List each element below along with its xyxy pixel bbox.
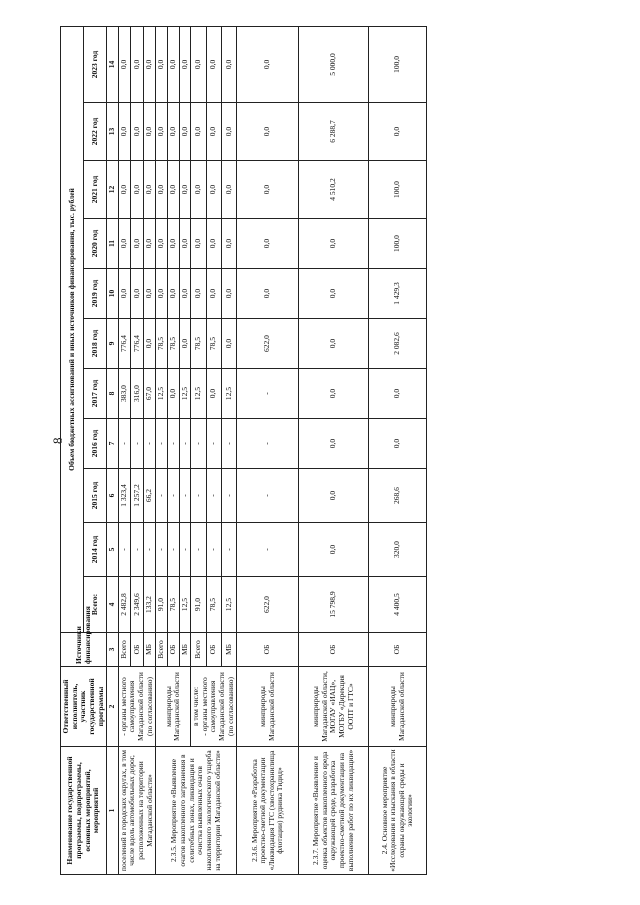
- row-name: 2.4. Основное мероприятие «Исследования и изыскания в области охраны окружающей среды и экологии»: [369, 747, 427, 875]
- value-cell: 0,0: [118, 26, 131, 102]
- value-cell: 0,0: [237, 26, 299, 102]
- value-cell: 91,0: [191, 577, 206, 633]
- value-cell: 0,0: [167, 269, 179, 319]
- value-cell: 0,0: [167, 369, 179, 419]
- value-cell: 0,0: [206, 161, 221, 219]
- row-source: ОБ: [167, 633, 179, 667]
- row-executor: минприроды Магаданской области: [156, 667, 191, 747]
- value-cell: 0,0: [221, 161, 236, 219]
- value-cell: 0,0: [206, 219, 221, 269]
- value-cell: 0,0: [191, 269, 206, 319]
- value-cell: 268,6: [369, 469, 427, 523]
- row-source: ОБ: [206, 633, 221, 667]
- value-cell: -: [237, 469, 299, 523]
- value-cell: -: [237, 523, 299, 577]
- header-funds: Объем бюджетных ассигнований и иных источников финансирования, тыс. рублей: [61, 26, 84, 632]
- value-cell: 1 257,2: [131, 469, 144, 523]
- row-source: Всего: [118, 633, 131, 667]
- value-cell: 0,0: [131, 103, 144, 161]
- value-cell: 0,0: [156, 161, 168, 219]
- value-cell: 15 798,9: [299, 577, 369, 633]
- row-executor: [191, 667, 237, 747]
- value-cell: 0,0: [299, 319, 369, 369]
- value-cell: -: [156, 523, 168, 577]
- value-cell: -: [179, 523, 191, 577]
- value-cell: 100,0: [369, 219, 427, 269]
- value-cell: -: [118, 523, 131, 577]
- value-cell: -: [237, 369, 299, 419]
- value-cell: 0,0: [143, 103, 156, 161]
- value-cell: 67,0: [143, 369, 156, 419]
- value-cell: 0,0: [143, 269, 156, 319]
- value-cell: 0,0: [191, 161, 206, 219]
- header-year: 2019 год: [84, 269, 107, 319]
- row-source: ОБ: [369, 633, 427, 667]
- value-cell: 0,0: [118, 219, 131, 269]
- column-index: 3: [107, 633, 119, 667]
- value-cell: 0,0: [167, 161, 179, 219]
- value-cell: -: [191, 523, 206, 577]
- value-cell: -: [131, 419, 144, 469]
- value-cell: -: [206, 523, 221, 577]
- value-cell: 0,0: [237, 103, 299, 161]
- value-cell: 0,0: [118, 161, 131, 219]
- value-cell: 0,0: [156, 219, 168, 269]
- value-cell: 0,0: [221, 26, 236, 102]
- value-cell: 100,0: [369, 161, 427, 219]
- value-cell: 776,4: [118, 319, 131, 369]
- column-index: 7: [107, 419, 119, 469]
- table-row: [156, 26, 168, 874]
- executor-subheading: в том числе:: [191, 686, 201, 727]
- value-cell: -: [156, 469, 168, 523]
- row-source: ОБ: [131, 633, 144, 667]
- value-cell: 0,0: [143, 319, 156, 369]
- value-cell: 0,0: [221, 219, 236, 269]
- value-cell: 91,0: [156, 577, 168, 633]
- value-cell: 0,0: [179, 161, 191, 219]
- value-cell: 0,0: [143, 219, 156, 269]
- value-cell: 0,0: [206, 26, 221, 102]
- row-executor: минприроды Магаданской области, МОГАУ «ИАЦ», МОГБУ «Дирекция ООПТ и ГТС»: [299, 667, 369, 747]
- value-cell: 0,0: [221, 103, 236, 161]
- value-cell: 0,0: [156, 103, 168, 161]
- value-cell: 0,0: [206, 269, 221, 319]
- value-cell: 0,0: [299, 523, 369, 577]
- value-cell: -: [179, 469, 191, 523]
- row-source: ОБ: [299, 633, 369, 667]
- page-number: 8: [50, 437, 65, 444]
- table-row: [299, 26, 369, 874]
- value-cell: -: [221, 419, 236, 469]
- header-name: Наименование государственной программы, подпрограммы, основных мероприятий, мероприятий: [61, 747, 107, 875]
- column-index: 9: [107, 319, 119, 369]
- value-cell: 0,0: [221, 269, 236, 319]
- value-cell: 0,0: [131, 26, 144, 102]
- value-cell: -: [118, 419, 131, 469]
- value-cell: 0,0: [167, 26, 179, 102]
- header-year: 2022 год: [84, 103, 107, 161]
- value-cell: 0,0: [143, 26, 156, 102]
- value-cell: -: [143, 523, 156, 577]
- column-index: 13: [107, 103, 119, 161]
- value-cell: -: [167, 523, 179, 577]
- value-cell: 0,0: [131, 161, 144, 219]
- value-cell: 0,0: [206, 103, 221, 161]
- column-index: 4: [107, 577, 119, 633]
- value-cell: 0,0: [299, 369, 369, 419]
- value-cell: 12,5: [156, 369, 168, 419]
- value-cell: 0,0: [237, 219, 299, 269]
- table-row: [118, 26, 131, 874]
- column-index: 10: [107, 269, 119, 319]
- header-year: 2020 год: [84, 219, 107, 269]
- value-cell: 0,0: [118, 103, 131, 161]
- value-cell: 0,0: [179, 319, 191, 369]
- value-cell: 2 082,6: [369, 319, 427, 369]
- header-executor: Ответственный исполнитель, участник государственной программы: [61, 667, 107, 747]
- header-year: 2015 год: [84, 469, 107, 523]
- header-source: Источники финансирования: [61, 633, 107, 667]
- value-cell: -: [156, 419, 168, 469]
- value-cell: 0,0: [237, 269, 299, 319]
- value-cell: 0,0: [299, 219, 369, 269]
- value-cell: 0,0: [191, 103, 206, 161]
- value-cell: 0,0: [143, 161, 156, 219]
- column-index: 2: [107, 667, 119, 747]
- value-cell: 4 400,5: [369, 577, 427, 633]
- value-cell: 78,5: [167, 319, 179, 369]
- value-cell: 100,0: [369, 26, 427, 102]
- column-index: 5: [107, 523, 119, 577]
- value-cell: -: [167, 419, 179, 469]
- row-source: Всего: [156, 633, 168, 667]
- value-cell: 622,0: [237, 319, 299, 369]
- column-index: 1: [107, 747, 119, 875]
- value-cell: 0,0: [118, 269, 131, 319]
- column-index-row: [107, 26, 119, 874]
- value-cell: 0,0: [131, 269, 144, 319]
- value-cell: 0,0: [191, 26, 206, 102]
- value-cell: -: [206, 469, 221, 523]
- header-year: 2017 год: [84, 369, 107, 419]
- value-cell: -: [131, 523, 144, 577]
- value-cell: 320,0: [369, 523, 427, 577]
- value-cell: 0,0: [221, 319, 236, 369]
- value-cell: 0,0: [179, 26, 191, 102]
- value-cell: 0,0: [237, 161, 299, 219]
- budget-table: [60, 26, 427, 875]
- value-cell: 0,0: [191, 219, 206, 269]
- row-name: 2.3.6. Мероприятие «Разработка проектно-сметной документации «Ликвидация ГТС (хвостохранилища флотации) рудника Тидид»: [237, 747, 299, 875]
- row-name: 2.3.5. Мероприятие «Выявление очагов накопленного загрязнения в селитебных зонах, ликвидация и очистка выявленных очагов накопленного экологического ущерба на территории Магаданской области»: [156, 747, 237, 875]
- value-cell: 622,0: [237, 577, 299, 633]
- value-cell: 0,0: [299, 469, 369, 523]
- header-year: 2016 год: [84, 419, 107, 469]
- value-cell: -: [237, 419, 299, 469]
- column-index: 12: [107, 161, 119, 219]
- row-executor: минприроды Магаданской области: [237, 667, 299, 747]
- row-name: поселений в городских округах, в том числе вдоль автомобильных дорог, расположенных на территории Магаданской области»: [118, 747, 156, 875]
- value-cell: 66,2: [143, 469, 156, 523]
- value-cell: 383,0: [118, 369, 131, 419]
- header-total: Всего:: [84, 577, 107, 633]
- column-index: 8: [107, 369, 119, 419]
- value-cell: -: [179, 419, 191, 469]
- value-cell: -: [191, 419, 206, 469]
- row-source: Всего: [191, 633, 206, 667]
- table-row: [237, 26, 299, 874]
- table-row: [369, 26, 427, 874]
- value-cell: 0,0: [369, 419, 427, 469]
- value-cell: 0,0: [167, 219, 179, 269]
- header-year: 2023 год: [84, 26, 107, 102]
- value-cell: 0,0: [369, 103, 427, 161]
- value-cell: 12,5: [179, 369, 191, 419]
- header-year: 2021 год: [84, 161, 107, 219]
- column-index: 11: [107, 219, 119, 269]
- value-cell: 4 510,2: [299, 161, 369, 219]
- value-cell: 78,5: [191, 319, 206, 369]
- value-cell: 78,5: [167, 577, 179, 633]
- column-index: 6: [107, 469, 119, 523]
- value-cell: 0,0: [369, 369, 427, 419]
- value-cell: 776,4: [131, 319, 144, 369]
- value-cell: -: [167, 469, 179, 523]
- value-cell: 0,0: [179, 219, 191, 269]
- header-year: 2018 год: [84, 319, 107, 369]
- row-executor: - органы местного самоуправления Магаданской области (по согласованию): [118, 667, 156, 747]
- value-cell: 1 429,3: [369, 269, 427, 319]
- row-source: МБ: [221, 633, 236, 667]
- value-cell: 133,2: [143, 577, 156, 633]
- row-source: ОБ: [237, 633, 299, 667]
- value-cell: 12,5: [221, 577, 236, 633]
- value-cell: 0,0: [299, 269, 369, 319]
- value-cell: 5 000,0: [299, 26, 369, 102]
- column-index: 14: [107, 26, 119, 102]
- value-cell: -: [191, 469, 206, 523]
- row-executor: минприроды Магаданской области: [369, 667, 427, 747]
- value-cell: 6 288,7: [299, 103, 369, 161]
- value-cell: -: [206, 419, 221, 469]
- value-cell: 12,5: [179, 577, 191, 633]
- value-cell: 12,5: [221, 369, 236, 419]
- executor-detail: - органы местного самоуправления Магаданской области (по согласованию): [199, 672, 235, 741]
- value-cell: 0,0: [299, 419, 369, 469]
- value-cell: 78,5: [206, 577, 221, 633]
- value-cell: 0,0: [167, 103, 179, 161]
- value-cell: 1 323,4: [118, 469, 131, 523]
- value-cell: 0,0: [179, 103, 191, 161]
- value-cell: 316,0: [131, 369, 144, 419]
- value-cell: 0,0: [206, 369, 221, 419]
- value-cell: -: [143, 419, 156, 469]
- value-cell: 0,0: [179, 269, 191, 319]
- value-cell: 0,0: [156, 269, 168, 319]
- value-cell: -: [221, 523, 236, 577]
- value-cell: -: [221, 469, 236, 523]
- value-cell: 2 482,8: [118, 577, 131, 633]
- value-cell: 0,0: [131, 219, 144, 269]
- row-source: МБ: [179, 633, 191, 667]
- value-cell: 0,0: [156, 26, 168, 102]
- value-cell: 78,5: [156, 319, 168, 369]
- value-cell: 78,5: [206, 319, 221, 369]
- row-source: МБ: [143, 633, 156, 667]
- value-cell: 2 349,6: [131, 577, 144, 633]
- header-year: 2014 год: [84, 523, 107, 577]
- row-name: 2.3.7. Мероприятие «Выявление и оценка объектов накопленного вреда окружающей среде, разработка проектно-сметной документации на выполнение работ по их ликвидации»: [299, 747, 369, 875]
- value-cell: 12,5: [191, 369, 206, 419]
